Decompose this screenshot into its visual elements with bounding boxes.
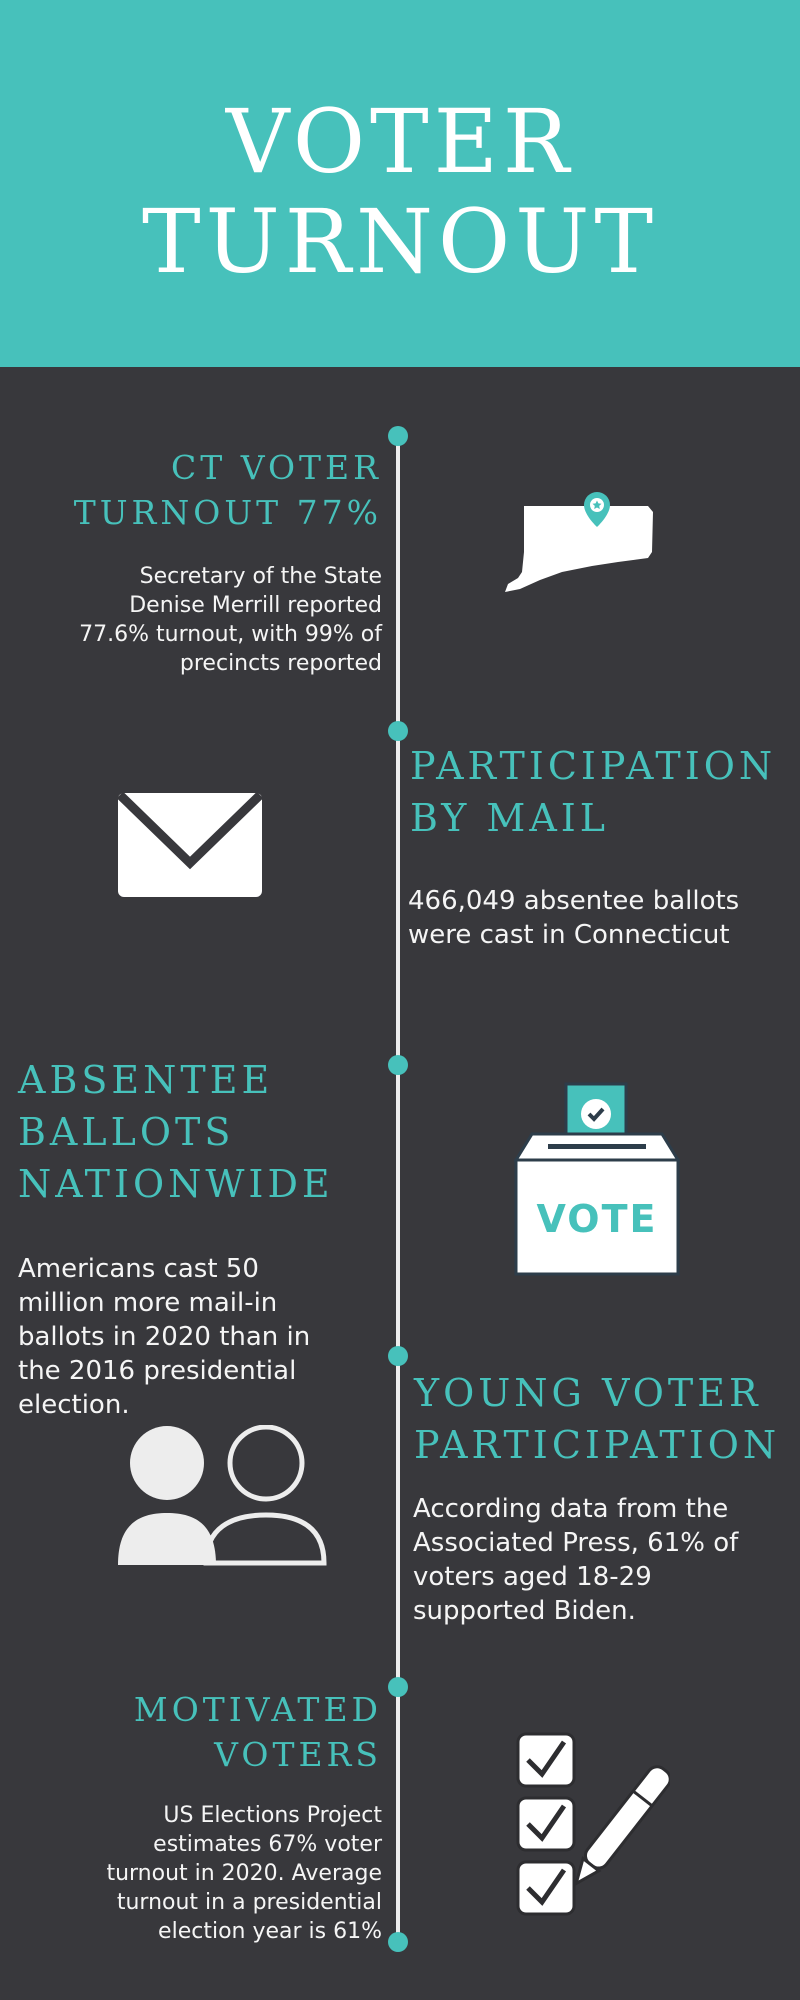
young-voter-heading: YOUNG VOTER PARTICIPATION	[414, 1371, 781, 1467]
timeline-line	[396, 436, 400, 1942]
timeline-dot	[388, 1346, 408, 1366]
people-icon	[118, 1425, 328, 1567]
header-banner	[0, 0, 800, 367]
timeline-dot	[388, 1932, 408, 1952]
absentee-body: Americans cast 50 million more mail-in ballots in 2020 than in the 2016 presidential election.	[18, 1254, 311, 1420]
page-title-line-1: VOTER	[225, 90, 575, 193]
young-voter-body: According data from the Associated Press, 61% of voters aged 18-29 supported Biden.	[413, 1494, 739, 1626]
mail-body: 466,049 absentee ballots were cast in Connecticut	[408, 886, 740, 950]
ballot-box-label: VOTE	[536, 1197, 658, 1241]
motivated-body: US Elections Project estimates 67% voter turnout in 2020. Average turnout in a presidential election year is 61%	[106, 1803, 382, 1944]
ct-turnout-heading: CT VOTER TURNOUT 77%	[73, 448, 382, 532]
timeline-dot	[388, 1055, 408, 1075]
timeline-dot	[388, 721, 408, 741]
connecticut-map-icon	[500, 492, 680, 602]
envelope-icon	[118, 793, 262, 897]
timeline-dot	[388, 1677, 408, 1697]
motivated-heading: MOTIVATED VOTERS	[133, 1690, 382, 1774]
page-title-line-2: TURNOUT	[141, 190, 659, 293]
timeline-dot	[388, 426, 408, 446]
ballot-box-icon	[514, 1082, 680, 1276]
mail-heading: PARTICIPATION BY MAIL	[410, 744, 777, 840]
checklist-pen-icon	[514, 1730, 670, 1920]
ct-turnout-body: Secretary of the State Denise Merrill reported 77.6% turnout, with 99% of precincts reported	[79, 564, 382, 676]
absentee-heading: ABSENTEE BALLOTS NATIONWIDE	[18, 1058, 334, 1206]
